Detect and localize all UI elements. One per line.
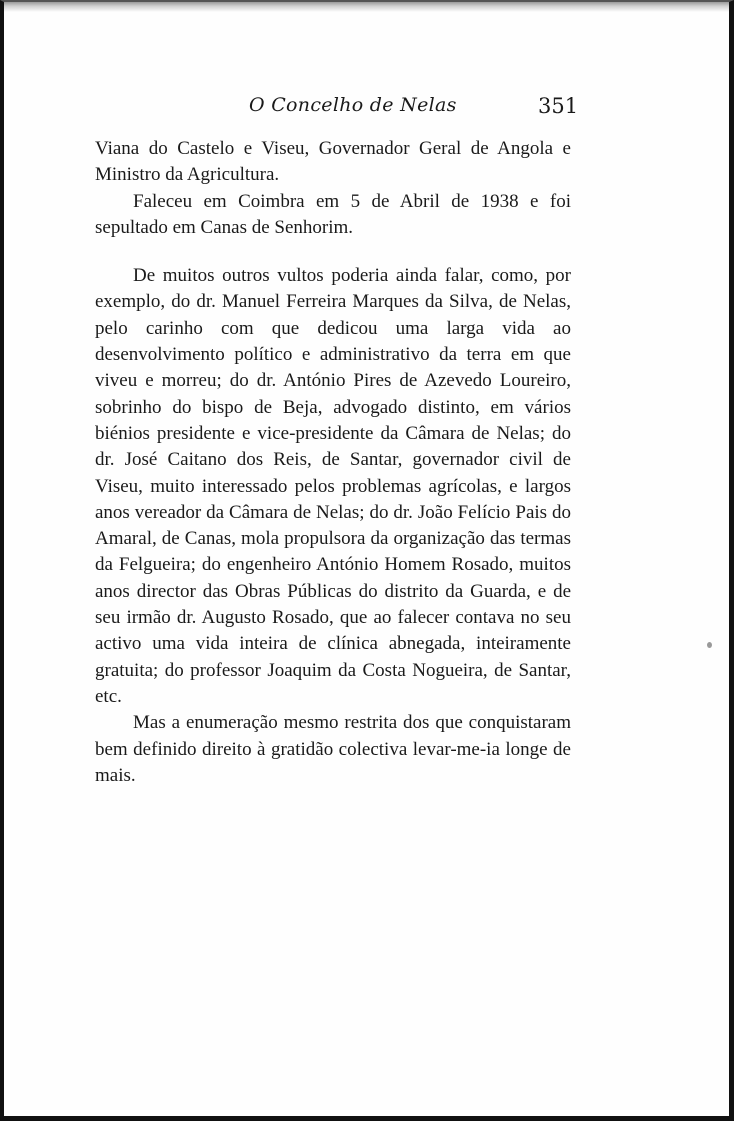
page-header xyxy=(4,94,729,120)
paragraph-continuation: Viana do Castelo e Viseu, Governador Geral de Angola e Ministro da Agricultura. xyxy=(95,138,571,186)
scan-speck xyxy=(707,642,712,648)
body-text xyxy=(95,136,571,789)
paragraph-death-note: Faleceu em Coimbra em 5 de Abril de 1938 e foi sepultado em Canas de Senhorim. xyxy=(95,190,571,238)
running-title: O Concelho de Nelas xyxy=(249,94,457,116)
paragraph-other-figures: De muitos outros vultos poderia ainda falar, como, por exemplo, do dr. Manuel Ferreira Marques da Silva, de Nelas, pelo carinho com que dedicou uma larga vida ao desenvolvimento político e administrativo da terra em que viveu e morreu; do dr. António Pires de Azevedo Loureiro, sobrinho do bispo de Beja, advogado distinto, em vários biénios presidente e vice-presidente da Câmara de Nelas; do dr. José Caitano dos Reis, de Santar, governador civil de Viseu, muito interessado pelos problemas agrícolas, e largos anos vereador da Câmara de Nelas; do dr. João Felício Pais do Amaral, de Canas, mola propulsora da organização das termas da Felgueira; do engenheiro António Homem Rosado, muitos anos director das Obras Públicas do distrito da Guarda, e de seu irmão dr. Augusto Rosado, que ao falecer contava no seu activo uma vida inteira de clínica abnegada, inteiramente gratuita; do professor Joaquim da Costa Nogueira, de Santar, etc. xyxy=(95,265,571,707)
scan-top-edge xyxy=(4,2,729,12)
page-number: 351 xyxy=(538,94,579,118)
paragraph-closing: Mas a enumeração mesmo restrita dos que conquistaram bem definido direito à gratidão colectiva levar-me-ia longe de mais. xyxy=(95,712,571,786)
